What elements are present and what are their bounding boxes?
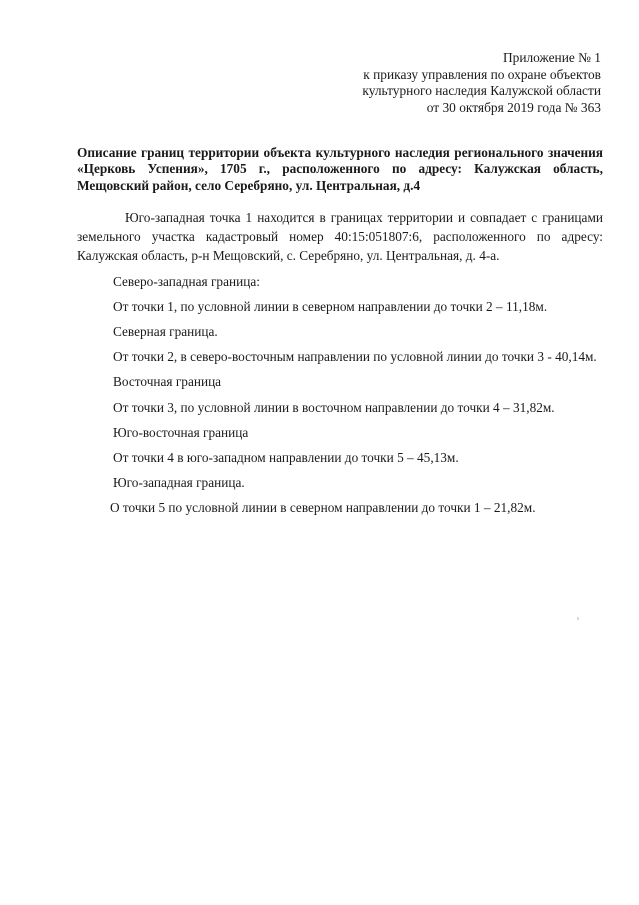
north-boundary-text: От точки 2, в северо-восточным направлении по условной линии до точки 3 - 40,14м. [113, 349, 597, 365]
document-body [77, 208, 603, 518]
southeast-boundary-text: От точки 4 в юго-западном направлении до точки 5 – 45,13м. [113, 450, 459, 466]
intro-paragraph: Юго-западная точка 1 находится в границах территории и совпадает с границами земельного участка кадастровый номер 40:15:051807:6, расположенного по адресу: Калужская область, р-н Мещовский, с. Серебряно, ул. Центральная, д. 4-а. [77, 210, 603, 264]
issuing-authority: культурного наследия Калужской области [362, 83, 601, 99]
document-title: Описание границ территории объекта культурного наследия регионального значения «Церковь Успения», 1705 г., расположенного по адресу: Калужская область, Мещовский район, село Серебряно, ул. Центральная, д.4 [77, 145, 603, 193]
appendix-number: Приложение № 1 [502, 50, 601, 65]
east-boundary-heading: Восточная граница [113, 374, 222, 390]
scan-speck [577, 617, 579, 620]
northwest-boundary-heading: Северо-западная граница: [113, 273, 260, 289]
north-boundary-heading: Северная граница. [113, 324, 218, 340]
order-reference: к приказу управления по охране объектов [363, 66, 601, 82]
northwest-boundary-text: От точки 1, по условной линии в северном направлении до точки 2 – 11,18м. [113, 298, 548, 314]
appendix-header [362, 50, 601, 116]
southwest-boundary-text: О точки 5 по условной линии в северном направлении до точки 1 – 21,82м. [110, 500, 536, 516]
southwest-boundary-heading: Юго-западная граница. [113, 475, 245, 491]
order-date: от 30 октября 2019 года № 363 [426, 99, 601, 115]
east-boundary-text: От точки 3, по условной линии в восточном направлении до точки 4 – 31,82м. [113, 399, 555, 415]
southeast-boundary-heading: Юго-восточная граница [113, 424, 249, 440]
